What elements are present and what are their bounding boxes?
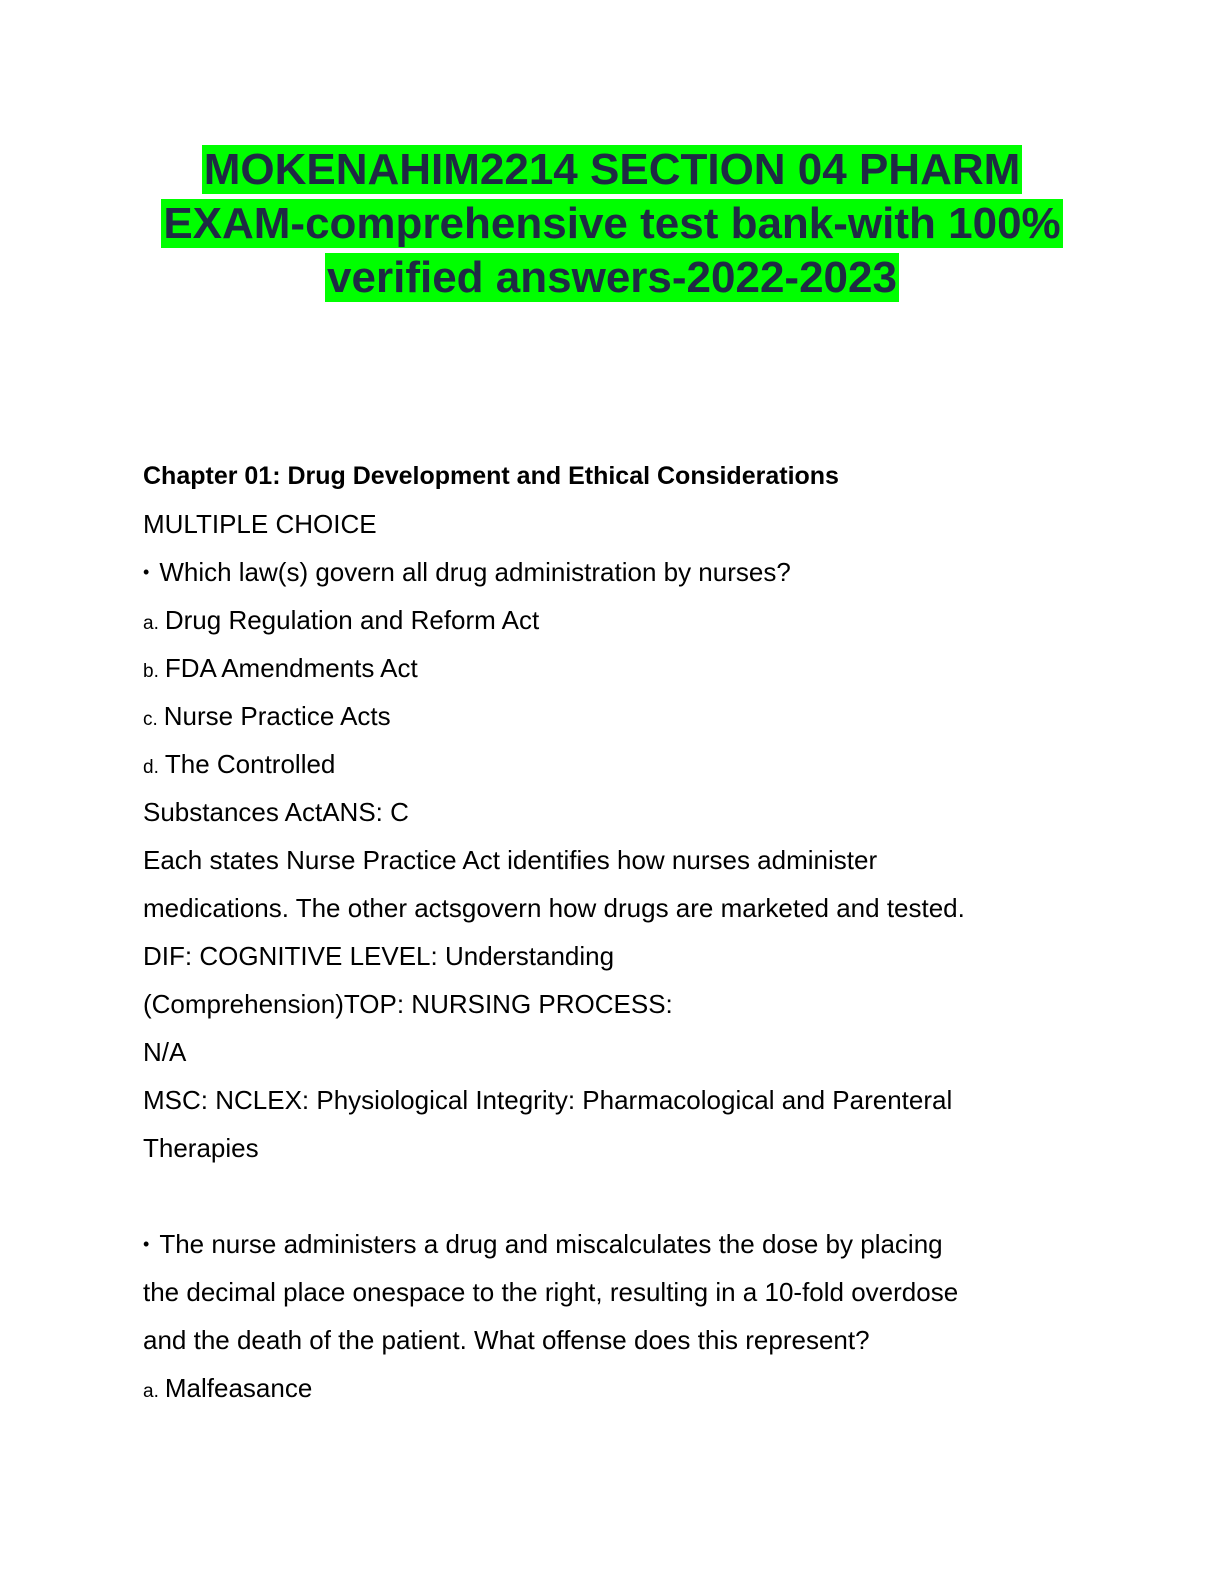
option-letter: c. — [143, 709, 158, 730]
meta-line: N/A — [143, 1037, 187, 1067]
bullet-icon: • — [143, 1234, 150, 1254]
answer-line: Substances ActANS: C — [143, 797, 409, 827]
option-text: Drug Regulation and Reform Act — [164, 605, 540, 635]
option-text: Malfeasance — [164, 1373, 313, 1403]
document-title — [100, 143, 1124, 305]
chapter-heading: Chapter 01: Drug Development and Ethical Considerations — [143, 462, 839, 490]
rationale-line: medications. The other actsgovern how drugs are marketed and tested. — [143, 893, 965, 923]
option-text: Nurse Practice Acts — [163, 701, 391, 731]
title-line-3: verified answers-2022-2023 — [327, 253, 897, 302]
document-body — [143, 452, 1073, 1412]
option-text: FDA Amendments Act — [164, 653, 418, 683]
question-stem — [143, 1220, 1073, 1268]
meta-line: Therapies — [143, 1133, 259, 1163]
question-stem-continuation: the decimal place onespace to the right, resulting in a 10-fold overdose — [143, 1277, 959, 1307]
title-line-2: EXAM-comprehensive test bank-with 100% — [163, 199, 1061, 248]
option-letter: a. — [143, 613, 159, 634]
title-line-1: MOKENAHIM2214 SECTION 04 PHARM — [203, 145, 1021, 194]
section-label: MULTIPLE CHOICE — [143, 509, 377, 539]
meta-line: MSC: NCLEX: Physiological Integrity: Pharmacological and Parenteral — [143, 1085, 953, 1115]
meta-line: DIF: COGNITIVE LEVEL: Understanding — [143, 941, 615, 971]
option-letter: b. — [143, 661, 159, 682]
option-text: The Controlled — [164, 749, 336, 779]
option-letter: a. — [143, 1381, 159, 1402]
question-stem-continuation: and the death of the patient. What offense does this represent? — [143, 1325, 870, 1355]
answer-option — [143, 692, 1073, 740]
answer-option — [143, 1364, 1073, 1412]
option-letter: d. — [143, 757, 159, 778]
paragraph-gap — [143, 1172, 1073, 1220]
answer-option — [143, 740, 1073, 788]
question-stem-text: Which law(s) govern all drug administration by nurses? — [159, 557, 791, 587]
answer-option — [143, 644, 1073, 692]
question-stem-text: The nurse administers a drug and miscalculates the dose by placing — [159, 1229, 943, 1259]
meta-line: (Comprehension)TOP: NURSING PROCESS: — [143, 989, 673, 1019]
rationale-line: Each states Nurse Practice Act identifies how nurses administer — [143, 845, 878, 875]
question-stem — [143, 548, 1073, 596]
answer-option — [143, 596, 1073, 644]
bullet-icon: • — [143, 562, 150, 582]
